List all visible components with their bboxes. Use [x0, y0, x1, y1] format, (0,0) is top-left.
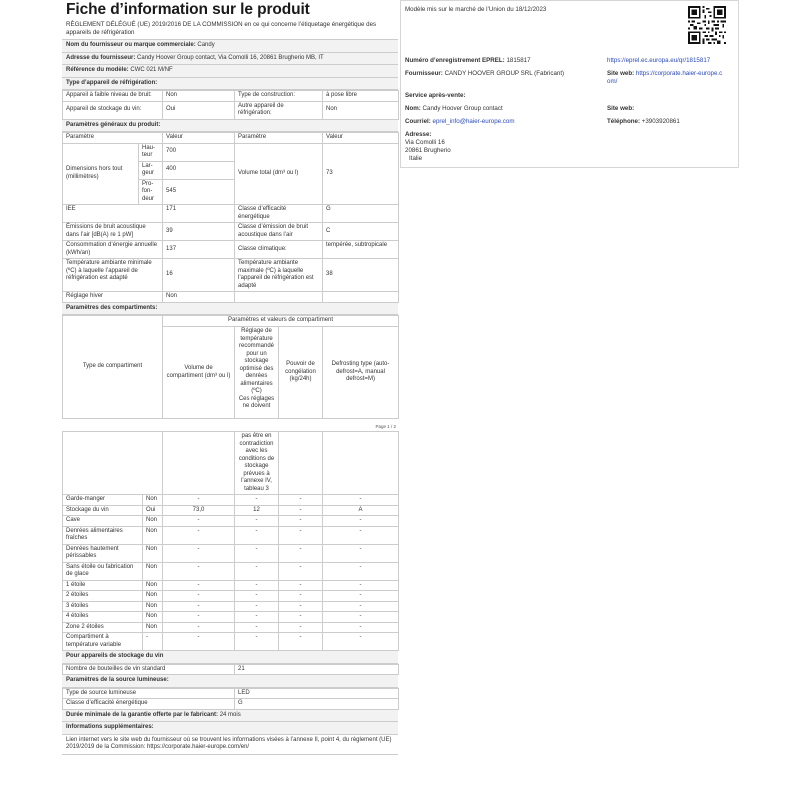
compartment-temp: -	[235, 526, 279, 544]
depth-label: Pro-fon-deur	[139, 179, 163, 205]
website-link-cont[interactable]: om/	[607, 78, 618, 85]
tmin-label: Température ambiante minimale (ºC) à laquelle l’appareil de réfrigération est adapté	[63, 259, 163, 292]
compartment-volume: -	[163, 591, 235, 602]
supplier-row	[405, 70, 564, 78]
winter-label: Réglage hiver	[63, 292, 163, 303]
page-number: Page 1 / 2	[375, 424, 396, 429]
compartment-defrost: -	[323, 622, 399, 633]
email-label: Courriel:	[405, 118, 431, 125]
compartment-freeze: -	[279, 622, 323, 633]
compartment-name: Compartiment à température variable	[63, 633, 143, 651]
volume-label: Volume total (dm³ ou l)	[235, 143, 323, 205]
compartment-row	[63, 591, 399, 602]
compartment-defrost: -	[323, 526, 399, 544]
compartment-temp: -	[235, 516, 279, 527]
eprel-url-row	[607, 57, 710, 65]
empty-cell	[279, 432, 323, 495]
qr-code-icon[interactable]	[688, 6, 726, 44]
compartment-freeze: -	[279, 633, 323, 651]
compartment-row	[63, 505, 399, 516]
supplier-address-label: Adresse du fournisseur:	[66, 54, 136, 61]
email-link[interactable]: eprel_info@haier-europe.com	[432, 118, 515, 125]
compartment-volume: -	[163, 601, 235, 612]
supplier-name-label: Nom du fournisseur ou marque commerciale:	[66, 42, 196, 48]
low-noise-value: Non	[163, 91, 235, 102]
compartment-volume: -	[163, 526, 235, 544]
empty-cell	[163, 432, 235, 495]
compartment-temp: -	[235, 601, 279, 612]
compartment-present: Non	[143, 580, 163, 591]
compartment-row	[63, 633, 399, 651]
compartment-row	[63, 622, 399, 633]
depth-value: 545	[163, 179, 235, 205]
bottles-value: 21	[235, 664, 399, 675]
compartment-freeze: -	[279, 580, 323, 591]
iee-label: IEE	[63, 205, 163, 223]
compartment-row	[63, 526, 399, 544]
compartment-defrost: -	[323, 591, 399, 602]
website-label: Site web:	[607, 70, 635, 77]
compartment-volume: -	[163, 562, 235, 580]
other-appliance-value: Non	[323, 101, 399, 119]
noise-label: Émissions de bruit acoustique dans l’air [dB(A) re 1 pW]	[63, 223, 163, 241]
compartment-rows	[63, 495, 399, 651]
col-header-param-2: Paramètre	[235, 133, 323, 144]
tmax-label: Température ambiante maximale (ºC) à laquelle l’appareil de réfrigération est adapté	[235, 259, 323, 292]
wine-table	[62, 664, 399, 676]
compartment-row	[63, 601, 399, 612]
compartment-name: 1 étoile	[63, 580, 143, 591]
compartment-present: -	[143, 633, 163, 651]
compartment-temp: -	[235, 544, 279, 562]
dimensions-label: Dimensions hors tout (millimètres)	[63, 143, 139, 205]
compartment-defrost: -	[323, 580, 399, 591]
compartment-freeze: -	[279, 612, 323, 623]
construction-label: Type de construction:	[235, 91, 323, 102]
light-type-label: Type de source lumineuse	[63, 688, 235, 699]
compartment-present: Non	[143, 562, 163, 580]
wine-title: Pour appareils de stockage du vin	[62, 651, 398, 664]
noise-class-value: C	[323, 223, 399, 241]
noise-class-label: Classe d’émission de bruit acoustique dans l’air	[235, 223, 323, 241]
compartment-freeze: -	[279, 516, 323, 527]
compartment-present: Non	[143, 495, 163, 506]
compartment-present: Oui	[143, 505, 163, 516]
light-class-value: G	[235, 699, 399, 710]
page-title: Fiche d’information sur le produit	[66, 1, 310, 18]
compartment-present: Non	[143, 601, 163, 612]
product-sheet	[62, 0, 398, 755]
bottles-label: Nombre de bouteilles de vin standard	[63, 664, 235, 675]
appliance-type-table	[62, 90, 399, 120]
empty-cell	[63, 432, 163, 495]
compartment-row	[63, 612, 399, 623]
compartment-defrost: A	[323, 505, 399, 516]
service-name-value: Candy Hoover Group contact	[422, 105, 503, 112]
regulation-text: RÈGLEMENT DÉLÉGUÉ (UE) 2019/2016 DE LA COMMISSION en ce qui concerne l’étiquetage énergétique des appareils de réfrigération	[62, 21, 398, 40]
width-label: Lar-geur	[139, 161, 163, 179]
temp-header-continued: pas être en contradiction avec les conditions de stockage prévues à l’annexe IV, tableau 3	[235, 432, 279, 495]
compartment-volume: -	[163, 580, 235, 591]
compartment-name: Cave	[63, 516, 143, 527]
compartment-row	[63, 495, 399, 506]
supplier-name-value: Candy	[197, 42, 215, 48]
compartment-name: Denrées alimentaires fraîches	[63, 526, 143, 544]
compartment-present: Non	[143, 591, 163, 602]
compartment-freeze: -	[279, 505, 323, 516]
appliance-type-title: Type d’appareil de réfrigération:	[62, 78, 398, 91]
compartment-temp: -	[235, 562, 279, 580]
compartment-row	[63, 580, 399, 591]
empty-cell	[235, 292, 323, 303]
eprel-label: Numéro d’enregistrement EPREL:	[405, 57, 505, 64]
height-label: Hau-teur	[139, 143, 163, 161]
compartment-type-header: Type de compartiment	[63, 316, 163, 419]
address-line-3: Italie	[409, 155, 423, 162]
temp-header-text-b: Ces réglages ne doivent	[238, 395, 275, 410]
efficiency-class-value: G	[323, 205, 399, 223]
compartment-defrost: -	[323, 633, 399, 651]
compartment-row	[63, 544, 399, 562]
construction-value: à pose libre	[323, 91, 399, 102]
compartment-volume: -	[163, 622, 235, 633]
compartment-freeze: -	[279, 544, 323, 562]
eprel-value: 1815817	[506, 57, 531, 64]
light-class-label: Classe d’efficacité énergétique	[63, 699, 235, 710]
width-value: 400	[163, 161, 235, 179]
col-header-value-2: Valeur	[323, 133, 399, 144]
efficiency-class-label: Classe d’efficacité énergétique	[235, 205, 323, 223]
col-header-value: Valeur	[163, 133, 235, 144]
compartment-row	[63, 516, 399, 527]
compartments-title: Paramètres des compartiments:	[62, 303, 398, 316]
compartment-volume-header: Volume de compartiment (dm³ ou l)	[163, 327, 235, 419]
eprel-link[interactable]: https://eprel.ec.europa.eu/qr/1815817	[607, 57, 711, 64]
compartment-name: Denrées hautement périssables	[63, 544, 143, 562]
compartments-header-table	[62, 315, 399, 419]
phone-label: Téléphone:	[607, 118, 641, 125]
wine-appliance-label: Appareil de stockage du vin:	[63, 101, 163, 119]
supplier-address-row	[62, 53, 398, 66]
compartment-defrost: -	[323, 562, 399, 580]
iee-value: 171	[163, 205, 235, 223]
climate-label: Classe climatique:	[235, 241, 323, 259]
address-line-1: Via Comolli 16	[405, 139, 445, 146]
compartment-volume: -	[163, 516, 235, 527]
address-label: Adresse:	[405, 131, 432, 138]
compartment-temp: -	[235, 580, 279, 591]
compartment-freeze: -	[279, 591, 323, 602]
compartment-temp: -	[235, 495, 279, 506]
compartment-temp: -	[235, 612, 279, 623]
compartment-group-header: Paramètres et valeurs de compartiment	[163, 316, 399, 327]
compartment-volume: -	[163, 612, 235, 623]
compartment-defrost: -	[323, 516, 399, 527]
address-line-2: 20861 Brugherio	[405, 147, 451, 154]
compartment-name: Sans étoile ou fabrication de glace	[63, 562, 143, 580]
compartment-name: Garde-manger	[63, 495, 143, 506]
compartment-freeze-header: Pouvoir de congélation (kg/24h)	[279, 327, 323, 419]
compartment-name: 2 étoiles	[63, 591, 143, 602]
additional-title: Informations supplémentaires:	[62, 722, 398, 735]
tmax-value: 38	[323, 259, 399, 292]
compartment-row	[63, 562, 399, 580]
energy-label: Consommation d’énergie annuelle (kWh/an)	[63, 241, 163, 259]
compartment-freeze: -	[279, 562, 323, 580]
other-appliance-label: Autre appareil de réfrigération:	[235, 101, 323, 119]
supplier-address-value: Candy Hoover Group contact, Via Comolli 16, 20861 Brugherio MB, IT	[137, 54, 324, 61]
compartment-freeze: -	[279, 495, 323, 506]
compartment-volume: 73,0	[163, 505, 235, 516]
energy-value: 137	[163, 241, 235, 259]
phone-value: +3903920861	[641, 118, 680, 125]
compartment-present: Non	[143, 516, 163, 527]
compartment-temp-header	[235, 327, 279, 419]
compartment-temp: -	[235, 622, 279, 633]
phone-row	[607, 118, 680, 126]
compartments-table	[62, 431, 399, 651]
compartment-volume: -	[163, 633, 235, 651]
compartment-name: 4 étoiles	[63, 612, 143, 623]
compartment-name: Stockage du vin	[63, 505, 143, 516]
additional-text: Lien internet vers le site web du fournisseur où se trouvent les informations visées à l’annexe II, point 4, du règlement (UE) 2019/2019 de la Commission: https://corporate.haier-europe.com/en/	[62, 735, 398, 755]
website-row	[607, 70, 735, 86]
light-title: Paramètres de la source lumineuse:	[62, 675, 398, 688]
noise-value: 39	[163, 223, 235, 241]
compartment-present: Non	[143, 526, 163, 544]
tmin-value: 16	[163, 259, 235, 292]
service-title: Service après-vente:	[405, 92, 466, 99]
compartment-defrost-header: Defrosting type (auto-defrost=A, manual defrost=M)	[323, 327, 399, 419]
compartment-volume: -	[163, 495, 235, 506]
compartment-defrost: -	[323, 495, 399, 506]
email-row	[405, 118, 514, 126]
service-name-label: Nom:	[405, 105, 421, 112]
compartment-freeze: -	[279, 526, 323, 544]
compartment-present: Non	[143, 622, 163, 633]
light-table	[62, 688, 399, 710]
light-type-value: LED	[235, 688, 399, 699]
compartment-present: Non	[143, 612, 163, 623]
compartment-volume: -	[163, 544, 235, 562]
empty-cell	[323, 292, 399, 303]
compartment-freeze: -	[279, 601, 323, 612]
supplier-value: CANDY HOOVER GROUP SRL (Fabricant)	[444, 70, 565, 77]
low-noise-label: Appareil à faible niveau de bruit:	[63, 91, 163, 102]
general-params-table	[62, 132, 399, 303]
supplier-name-row	[62, 40, 398, 53]
website-link[interactable]: https://corporate.haier-europe.c	[635, 70, 723, 77]
compartment-name: 3 étoiles	[63, 601, 143, 612]
compartment-temp: -	[235, 633, 279, 651]
temp-header-text-a: Réglage de température recommandé pour un stockage optimisé des denrées alimentaires (ºC)	[238, 328, 274, 395]
compartment-name: Zone 2 étoiles	[63, 622, 143, 633]
compartment-defrost: -	[323, 612, 399, 623]
compartment-defrost: -	[323, 544, 399, 562]
height-value: 700	[163, 143, 235, 161]
model-ref-row	[62, 65, 398, 78]
service-name-row	[405, 105, 503, 113]
model-ref-label: Référence du modèle:	[66, 67, 129, 73]
market-date: Modèle mis sur le marché de l’Union du 18/12/2023	[405, 6, 547, 13]
compartment-present: Non	[143, 544, 163, 562]
model-ref-value: CWC 021 M/NF	[130, 67, 173, 73]
climate-value: tempérée, subtropicale	[323, 241, 399, 259]
volume-value: 73	[323, 143, 399, 205]
warranty-row	[62, 710, 398, 723]
warranty-label: Durée minimale de la garantie offerte par le fabricant:	[66, 711, 219, 718]
compartment-temp: -	[235, 591, 279, 602]
eprel-row	[405, 57, 531, 65]
col-header-param: Paramètre	[63, 133, 163, 144]
winter-value: Non	[163, 292, 235, 303]
empty-cell	[323, 432, 399, 495]
general-params-title: Paramètres généraux du produit:	[62, 120, 398, 133]
compartment-defrost: -	[323, 601, 399, 612]
supplier-label: Fournisseur:	[405, 70, 443, 77]
wine-appliance-value: Oui	[163, 101, 235, 119]
compartment-temp: 12	[235, 505, 279, 516]
warranty-value: 24 mois	[219, 711, 241, 718]
service-website-label: Site web:	[607, 105, 635, 112]
